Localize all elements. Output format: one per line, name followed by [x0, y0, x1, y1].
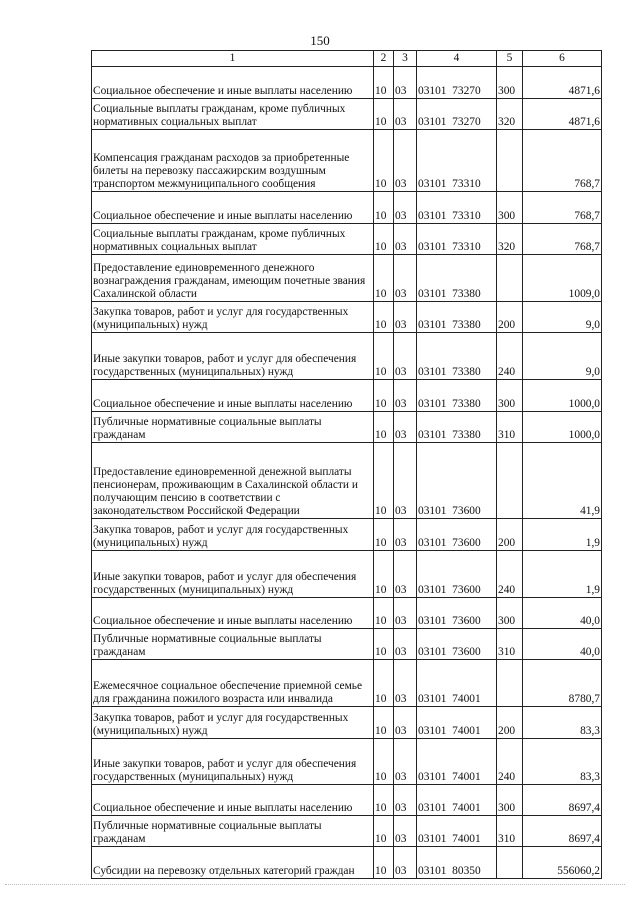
column-header-1: 1 [92, 51, 374, 67]
row-target-code: 03101 73600 [417, 598, 497, 629]
row-amount: 1,9 [523, 519, 602, 551]
row-amount: 4871,6 [523, 99, 602, 130]
column-header-3: 3 [394, 51, 417, 67]
row-target-code: 03101 73310 [417, 192, 497, 224]
table-row [92, 707, 602, 739]
row-target-code: 03101 80350 [417, 847, 497, 879]
row-target-code: 03101 73310 [417, 224, 497, 255]
row-amount: 1,9 [523, 551, 602, 598]
table-row [92, 255, 602, 302]
row-amount: 4871,6 [523, 67, 602, 99]
row-subsection: 03 [394, 443, 417, 519]
row-expense-type: 320 [497, 99, 523, 130]
table-row [92, 302, 602, 333]
row-subsection: 03 [394, 99, 417, 130]
row-expense-type: 240 [497, 551, 523, 598]
row-name: Иные закупки товаров, работ и услуг для обеспечения государственных (муниципальных) нужд [92, 333, 374, 380]
row-name: Закупка товаров, работ и услуг для государственных (муниципальных) нужд [92, 302, 374, 333]
row-expense-type: 300 [497, 67, 523, 99]
row-section: 10 [374, 598, 394, 629]
row-target-code: 03101 73600 [417, 519, 497, 551]
row-subsection: 03 [394, 412, 417, 443]
row-subsection: 03 [394, 739, 417, 785]
row-section: 10 [374, 443, 394, 519]
row-expense-type: 310 [497, 816, 523, 847]
row-amount: 8697,4 [523, 816, 602, 847]
row-expense-type: 200 [497, 302, 523, 333]
row-expense-type: 300 [497, 192, 523, 224]
row-subsection: 03 [394, 380, 417, 412]
row-subsection: 03 [394, 302, 417, 333]
table-row [92, 224, 602, 255]
row-target-code: 03101 74001 [417, 785, 497, 816]
row-amount: 8780,7 [523, 660, 602, 707]
row-expense-type: 200 [497, 707, 523, 739]
row-subsection: 03 [394, 551, 417, 598]
row-target-code: 03101 73380 [417, 302, 497, 333]
table-row [92, 412, 602, 443]
row-name: Социальное обеспечение и иные выплаты населению [92, 380, 374, 412]
table-row [92, 130, 602, 192]
budget-table [91, 50, 602, 879]
row-name: Социальное обеспечение и иные выплаты населению [92, 785, 374, 816]
table-row [92, 99, 602, 130]
row-subsection: 03 [394, 660, 417, 707]
row-name: Социальное обеспечение и иные выплаты населению [92, 192, 374, 224]
row-amount: 40,0 [523, 598, 602, 629]
row-subsection: 03 [394, 707, 417, 739]
row-name: Социальные выплаты гражданам, кроме публичных нормативных социальных выплат [92, 99, 374, 130]
table-row [92, 519, 602, 551]
row-expense-type [497, 847, 523, 879]
row-target-code: 03101 73380 [417, 333, 497, 380]
column-header-2: 2 [374, 51, 394, 67]
row-target-code: 03101 73600 [417, 443, 497, 519]
row-name: Публичные нормативные социальные выплаты гражданам [92, 816, 374, 847]
row-section: 10 [374, 333, 394, 380]
row-target-code: 03101 73270 [417, 99, 497, 130]
row-expense-type: 240 [497, 333, 523, 380]
row-section: 10 [374, 99, 394, 130]
row-subsection: 03 [394, 67, 417, 99]
row-name: Публичные нормативные социальные выплаты гражданам [92, 412, 374, 443]
row-target-code: 03101 73600 [417, 551, 497, 598]
row-section: 10 [374, 412, 394, 443]
row-name: Закупка товаров, работ и услуг для государственных (муниципальных) нужд [92, 707, 374, 739]
row-expense-type [497, 660, 523, 707]
table-row [92, 333, 602, 380]
row-expense-type: 300 [497, 380, 523, 412]
row-target-code: 03101 73380 [417, 380, 497, 412]
row-name: Публичные нормативные социальные выплаты гражданам [92, 629, 374, 660]
table-row [92, 551, 602, 598]
table-header-row [92, 51, 602, 67]
row-subsection: 03 [394, 519, 417, 551]
row-section: 10 [374, 224, 394, 255]
row-expense-type: 300 [497, 785, 523, 816]
row-section: 10 [374, 67, 394, 99]
row-name: Компенсация гражданам расходов за приобретенные билеты на перевозку пассажирским воздушным транспортом межмуниципального сообщения [92, 130, 374, 192]
row-section: 10 [374, 380, 394, 412]
row-name: Иные закупки товаров, работ и услуг для обеспечения государственных (муниципальных) нужд [92, 739, 374, 785]
row-name: Социальное обеспечение и иные выплаты населению [92, 598, 374, 629]
table-row [92, 739, 602, 785]
row-subsection: 03 [394, 598, 417, 629]
row-amount: 768,7 [523, 130, 602, 192]
row-amount: 83,3 [523, 739, 602, 785]
row-name: Ежемесячное социальное обеспечение приемной семье для гражданина пожилого возраста или инвалида [92, 660, 374, 707]
row-name: Социальное обеспечение и иные выплаты населению [92, 67, 374, 99]
table-row [92, 598, 602, 629]
row-expense-type [497, 443, 523, 519]
row-amount: 8697,4 [523, 785, 602, 816]
table-row [92, 847, 602, 879]
row-section: 10 [374, 785, 394, 816]
scan-artifact-line [5, 884, 625, 886]
row-amount: 1009,0 [523, 255, 602, 302]
row-subsection: 03 [394, 816, 417, 847]
row-target-code: 03101 73380 [417, 412, 497, 443]
row-name: Предоставление единовременного денежного вознаграждения гражданам, имеющим почетные звания Сахалинской области [92, 255, 374, 302]
row-expense-type [497, 130, 523, 192]
row-target-code: 03101 74001 [417, 816, 497, 847]
row-section: 10 [374, 847, 394, 879]
table-row [92, 785, 602, 816]
row-amount: 9,0 [523, 302, 602, 333]
row-target-code: 03101 74001 [417, 707, 497, 739]
row-subsection: 03 [394, 255, 417, 302]
row-target-code: 03101 73310 [417, 130, 497, 192]
row-amount: 768,7 [523, 224, 602, 255]
column-header-6: 6 [523, 51, 602, 67]
row-amount: 1000,0 [523, 380, 602, 412]
table-row [92, 629, 602, 660]
row-name: Предоставление единовременной денежной выплаты пенсионерам, проживающим в Сахалинской области и получающим пенсию в соответствии с законодательством Российской Федерации [92, 443, 374, 519]
table-row [92, 816, 602, 847]
row-amount: 41,9 [523, 443, 602, 519]
row-amount: 556060,2 [523, 847, 602, 879]
column-header-4: 4 [417, 51, 497, 67]
row-expense-type: 320 [497, 224, 523, 255]
row-expense-type: 310 [497, 412, 523, 443]
row-target-code: 03101 74001 [417, 739, 497, 785]
row-target-code: 03101 73380 [417, 255, 497, 302]
column-header-5: 5 [497, 51, 523, 67]
row-expense-type: 240 [497, 739, 523, 785]
row-target-code: 03101 74001 [417, 660, 497, 707]
row-section: 10 [374, 660, 394, 707]
row-section: 10 [374, 629, 394, 660]
row-section: 10 [374, 130, 394, 192]
row-subsection: 03 [394, 785, 417, 816]
row-subsection: 03 [394, 192, 417, 224]
row-target-code: 03101 73270 [417, 67, 497, 99]
page-number: 150 [310, 33, 330, 48]
row-section: 10 [374, 707, 394, 739]
row-amount: 1000,0 [523, 412, 602, 443]
row-subsection: 03 [394, 130, 417, 192]
row-expense-type: 200 [497, 519, 523, 551]
table-row [92, 192, 602, 224]
table-row [92, 67, 602, 99]
row-amount: 83,3 [523, 707, 602, 739]
row-amount: 768,7 [523, 192, 602, 224]
row-expense-type: 310 [497, 629, 523, 660]
row-section: 10 [374, 816, 394, 847]
row-section: 10 [374, 255, 394, 302]
row-expense-type [497, 255, 523, 302]
row-target-code: 03101 73600 [417, 629, 497, 660]
row-section: 10 [374, 192, 394, 224]
row-expense-type: 300 [497, 598, 523, 629]
row-subsection: 03 [394, 224, 417, 255]
row-name: Социальные выплаты гражданам, кроме публичных нормативных социальных выплат [92, 224, 374, 255]
row-name: Закупка товаров, работ и услуг для государственных (муниципальных) нужд [92, 519, 374, 551]
row-amount: 9,0 [523, 333, 602, 380]
table-row [92, 443, 602, 519]
table-row [92, 380, 602, 412]
row-subsection: 03 [394, 847, 417, 879]
row-subsection: 03 [394, 333, 417, 380]
row-section: 10 [374, 739, 394, 785]
row-section: 10 [374, 302, 394, 333]
row-subsection: 03 [394, 629, 417, 660]
row-section: 10 [374, 519, 394, 551]
row-name: Иные закупки товаров, работ и услуг для обеспечения государственных (муниципальных) нужд [92, 551, 374, 598]
row-name: Субсидии на перевозку отдельных категорий граждан [92, 847, 374, 879]
row-section: 10 [374, 551, 394, 598]
row-amount: 40,0 [523, 629, 602, 660]
table-row [92, 660, 602, 707]
